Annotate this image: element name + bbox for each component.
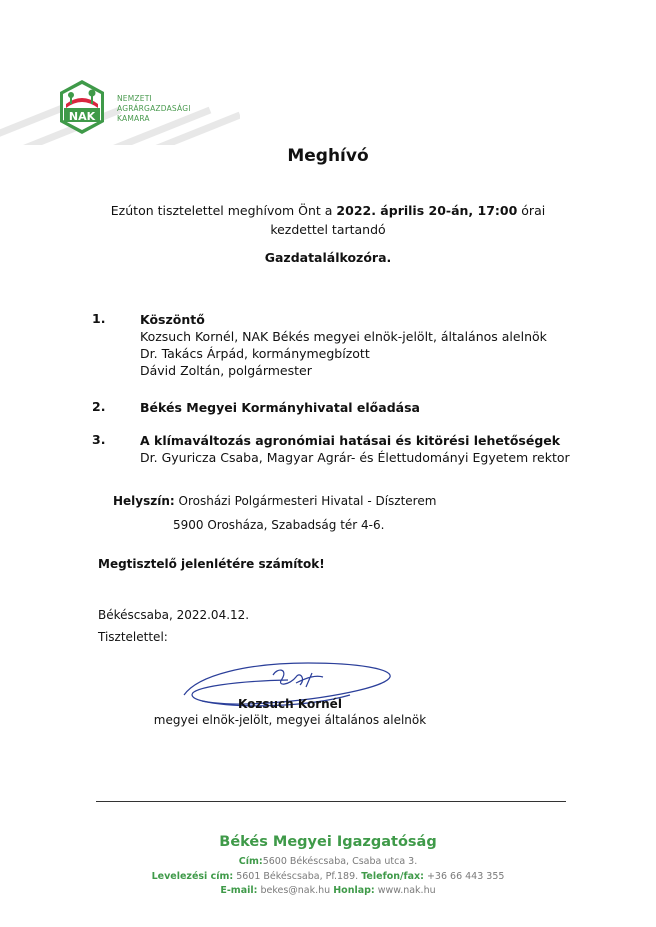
event-date: 2022. április 20-án, 17:00 <box>336 203 518 218</box>
footer-mail: 5601 Békéscsaba, Pf.189. <box>233 870 359 882</box>
org-line: NEMZETI <box>117 94 152 103</box>
place-date-block <box>98 604 249 648</box>
venue-label: Helyszín: <box>113 494 175 508</box>
agenda-title: Köszöntő <box>140 312 205 327</box>
footer-phone: +36 66 443 355 <box>423 870 505 882</box>
agenda-item <box>92 432 570 466</box>
agenda-number: 1. <box>92 311 106 326</box>
agenda-number: 3. <box>92 432 106 447</box>
place-date: Békéscsaba, 2022.04.12. <box>98 608 250 622</box>
org-name <box>117 94 191 124</box>
intro-part: órai <box>517 203 546 218</box>
nak-logo-icon <box>57 78 107 138</box>
event-name: Gazdatalálkozóra. <box>264 250 392 265</box>
agenda-line: Dr. Gyuricza Csaba, Magyar Agrár- és Élettudományi Egyetem rektor <box>140 450 570 465</box>
venue-name: Orosházi Polgármesteri Hivatal - Díszterem <box>174 494 437 508</box>
logo-text: NAK <box>68 110 96 123</box>
venue-address: 5900 Orosháza, Szabadság tér 4-6. <box>173 518 385 532</box>
salutation: Tisztelettel: <box>98 630 168 644</box>
signer-title: megyei elnök-jelölt, megyei általános alelnök <box>153 713 427 727</box>
intro-line: kezdettel tartandó <box>270 222 386 237</box>
footer-org: Békés Megyei Igazgatóság <box>219 834 437 850</box>
agenda-item <box>92 311 570 379</box>
footer-address: 5600 Békéscsaba, Csaba utca 3. <box>262 856 418 867</box>
footer-divider <box>96 801 566 802</box>
agenda-line: Kozsuch Kornél, NAK Békés megyei elnök-jelölt, általános alelnök <box>140 329 547 344</box>
agenda-line: Dávid Zoltán, polgármester <box>140 363 312 378</box>
page-title: Meghívó <box>287 146 369 166</box>
footer-label: Levelezési cím: <box>151 870 234 882</box>
footer-email-link[interactable]: bekes@nak.hu <box>257 885 331 896</box>
signer-block <box>0 696 580 728</box>
signer-name: Kozsuch Kornél <box>238 697 342 711</box>
intro-text <box>100 201 556 239</box>
footer-label: Telefon/fax: <box>361 870 424 882</box>
org-line: AGRÁRGAZDASÁGI <box>117 104 191 113</box>
agenda-line: Dr. Takács Árpád, kormánymegbízott <box>140 346 370 361</box>
org-line: KAMARA <box>117 114 150 123</box>
footer-label: E-mail: <box>220 885 258 896</box>
footer-label: Honlap: <box>333 885 375 896</box>
closing-line: Megtisztelő jelenlétére számítok! <box>98 557 325 571</box>
footer-web-link[interactable]: www.nak.hu <box>374 885 436 896</box>
footer <box>0 832 656 899</box>
agenda-title: A klímaváltozás agronómiai hatásai és kitörési lehetőségek <box>140 433 561 448</box>
agenda-title: Békés Megyei Kormányhivatal előadása <box>140 400 420 415</box>
footer-label: Cím: <box>238 856 263 867</box>
agenda-item <box>92 399 570 416</box>
venue <box>113 489 436 537</box>
intro-part: Ezúton tisztelettel meghívom Önt a <box>110 203 337 218</box>
agenda-number: 2. <box>92 399 106 414</box>
agenda-list <box>92 311 570 466</box>
